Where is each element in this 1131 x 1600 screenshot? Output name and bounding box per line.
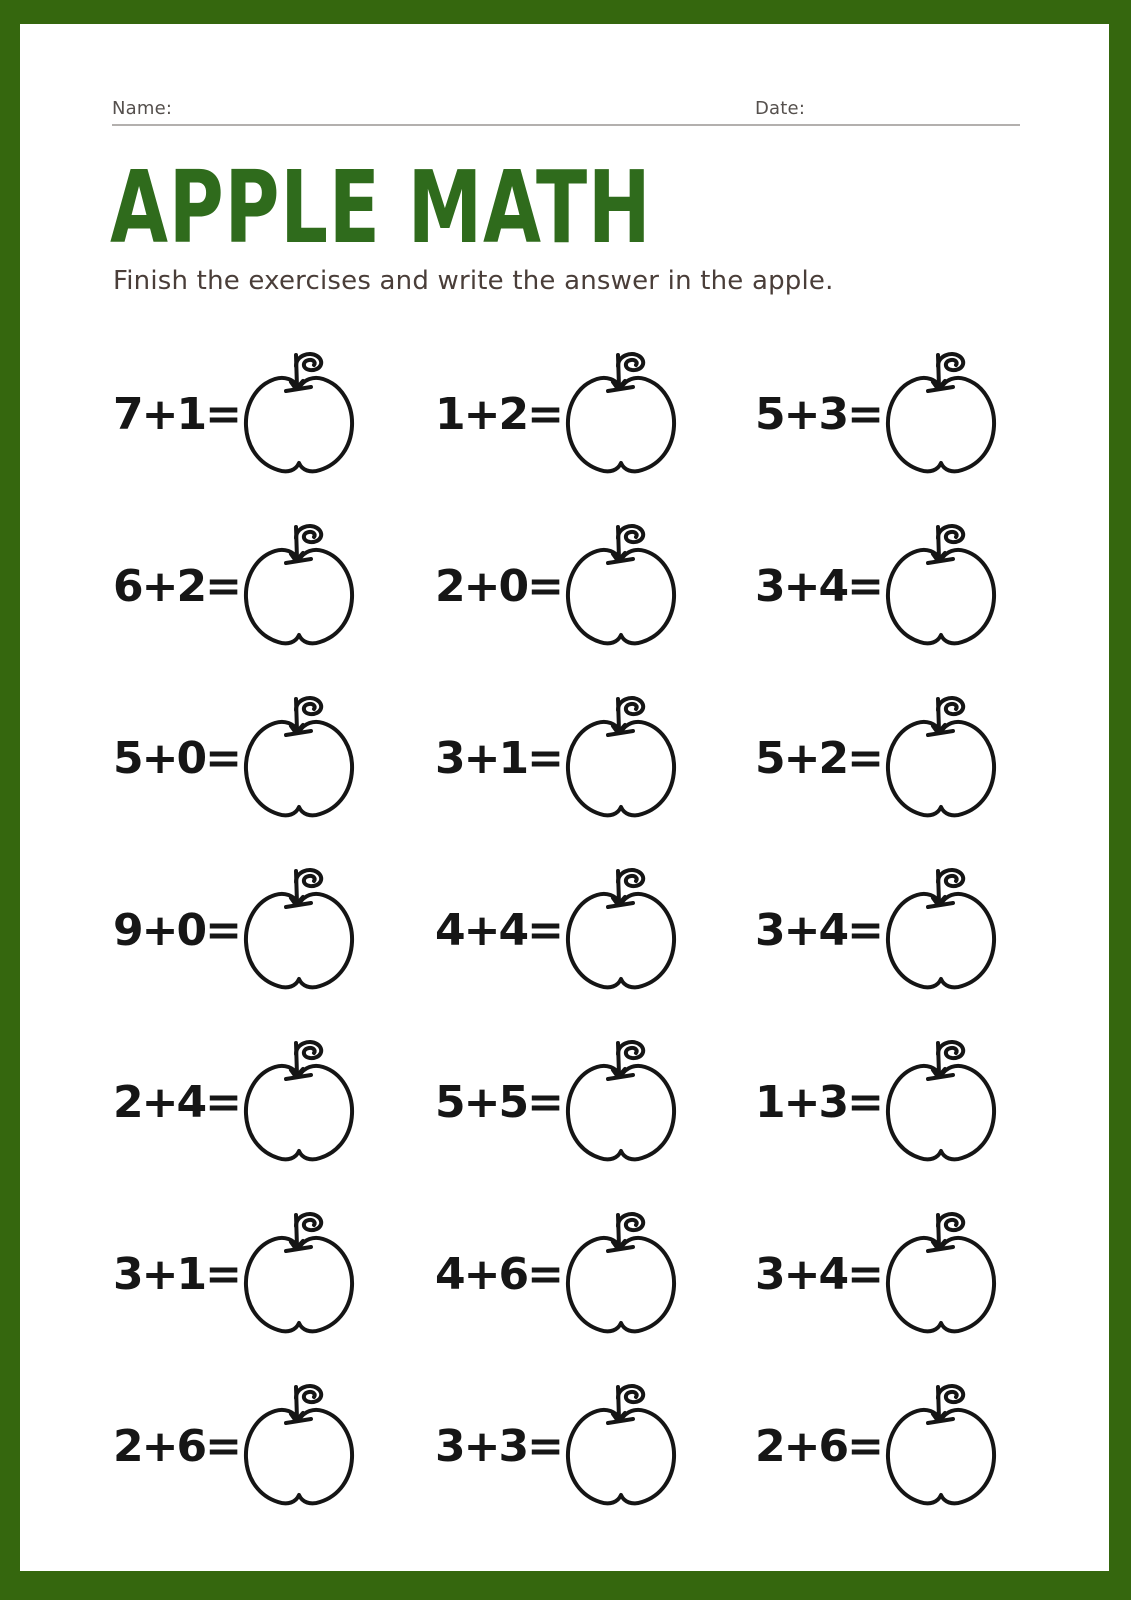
problem-cell	[113, 328, 435, 500]
apple-outline-icon[interactable]	[562, 350, 680, 478]
instructions-text: Finish the exercises and write the answer in the apple.	[113, 266, 834, 296]
problem-cell	[435, 1360, 755, 1532]
problem-cell	[113, 500, 435, 672]
problems-grid	[113, 328, 1018, 1532]
problem-cell	[113, 844, 435, 1016]
problem-label: 3+4=	[755, 1248, 882, 1300]
problem-cell	[435, 672, 755, 844]
problem-cell	[113, 1188, 435, 1360]
problem-label: 5+5=	[435, 1076, 562, 1128]
apple-outline-icon[interactable]	[562, 1038, 680, 1166]
apple-outline-icon[interactable]	[882, 1382, 1000, 1510]
name-date-line[interactable]	[112, 124, 1020, 126]
problem-cell	[755, 500, 1018, 672]
problem-label: 4+4=	[435, 904, 562, 956]
problem-label: 3+1=	[435, 732, 562, 784]
problem-cell	[755, 328, 1018, 500]
apple-outline-icon[interactable]	[882, 350, 1000, 478]
problem-label: 6+2=	[113, 560, 240, 612]
problem-cell	[755, 1016, 1018, 1188]
apple-outline-icon[interactable]	[882, 1038, 1000, 1166]
problem-cell	[755, 672, 1018, 844]
name-label: Name:	[112, 98, 173, 119]
problem-cell	[435, 328, 755, 500]
problem-cell	[755, 1188, 1018, 1360]
problem-label: 7+1=	[113, 388, 240, 440]
apple-outline-icon[interactable]	[240, 866, 358, 994]
problem-label: 3+3=	[435, 1420, 562, 1472]
problem-cell	[435, 1188, 755, 1360]
apple-outline-icon[interactable]	[240, 694, 358, 822]
problem-cell	[113, 1360, 435, 1532]
apple-outline-icon[interactable]	[882, 1210, 1000, 1338]
problem-label: 9+0=	[113, 904, 240, 956]
apple-outline-icon[interactable]	[562, 866, 680, 994]
apple-outline-icon[interactable]	[882, 694, 1000, 822]
problem-cell	[435, 500, 755, 672]
apple-outline-icon[interactable]	[562, 1210, 680, 1338]
apple-outline-icon[interactable]	[240, 522, 358, 650]
problem-cell	[435, 844, 755, 1016]
problem-cell	[113, 1016, 435, 1188]
apple-outline-icon[interactable]	[882, 522, 1000, 650]
apple-outline-icon[interactable]	[240, 350, 358, 478]
apple-outline-icon[interactable]	[562, 1382, 680, 1510]
problem-cell	[755, 1360, 1018, 1532]
problem-label: 5+3=	[755, 388, 882, 440]
problem-label: 3+4=	[755, 560, 882, 612]
problem-label: 3+4=	[755, 904, 882, 956]
date-label: Date:	[755, 98, 806, 119]
page-title: APPLE MATH	[110, 149, 652, 266]
problem-cell	[755, 844, 1018, 1016]
apple-outline-icon[interactable]	[562, 694, 680, 822]
problem-label: 3+1=	[113, 1248, 240, 1300]
problem-label: 2+6=	[755, 1420, 882, 1472]
problem-label: 1+2=	[435, 388, 562, 440]
apple-outline-icon[interactable]	[240, 1038, 358, 1166]
apple-outline-icon[interactable]	[562, 522, 680, 650]
problem-label: 1+3=	[755, 1076, 882, 1128]
problem-cell	[435, 1016, 755, 1188]
problem-label: 2+4=	[113, 1076, 240, 1128]
problem-label: 2+6=	[113, 1420, 240, 1472]
problem-cell	[113, 672, 435, 844]
problem-label: 5+2=	[755, 732, 882, 784]
apple-outline-icon[interactable]	[882, 866, 1000, 994]
problem-label: 4+6=	[435, 1248, 562, 1300]
problem-label: 2+0=	[435, 560, 562, 612]
problem-label: 5+0=	[113, 732, 240, 784]
apple-outline-icon[interactable]	[240, 1210, 358, 1338]
apple-outline-icon[interactable]	[240, 1382, 358, 1510]
